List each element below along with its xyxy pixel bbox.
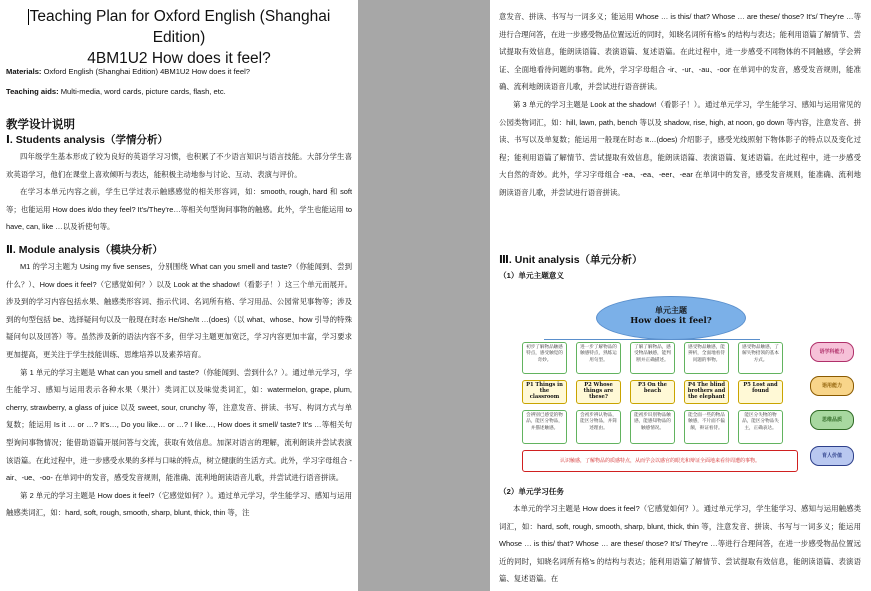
- doc-title-line2: 4BM1U2 How does it feel?: [87, 50, 271, 67]
- diagram-side-label: 语学科能力: [810, 342, 854, 362]
- students-analysis-heading: Ⅰ. Students analysis（学情分析）: [6, 134, 169, 146]
- diagram-goal-box: 感受物品触感，了解失物招领的基本方式。: [738, 342, 783, 374]
- diagram-outcome-box: 会辨别已感觉的物品，能区分物品，并描述触感。: [522, 410, 567, 444]
- module-analysis-heading: Ⅱ. Module analysis（模块分析）: [6, 243, 163, 256]
- materials-value: Oxford English (Shanghai Edition) 4BM1U2 How does it feel?: [43, 67, 250, 76]
- diagram-outcome-box: 会初步辨认物品，能区分物品，并简述理由。: [576, 410, 621, 444]
- body-left: [6, 116, 352, 522]
- unit-analysis-block: [499, 252, 861, 284]
- module-paragraph-2: 第 1 单元的学习主题是 What can you smell and taste?（你能闻到、尝到什么？）。通过单元学习，学生能学习、感知与运用表示各种水果（果汁）类词汇以及味觉类词汇，如：watermelon, grape, plum, cherry, strawberry, a glass of juice 以及 sweet, sour, crunchy 等，注意发音、拼读、书写、构词方式与单复数；能运用 Is it … or …? It's…, Do you like… or …? I like…, How does it smell/ taste? It's …等相关句型询问事物情况；能借助语篇开展问答与交流，获取有效信息。加深对语言的理解，流利朗读并尝试表演该语篇。在此过程中，进一步感受水果的多样与口味的特点，树立健康的生活方式。此外，学习字母组合 -air、-ue、-oo- 在单词中的发音，感受发音规则，能准确、流利地朗读语音儿歌，并尝试进行语音拼读。: [6, 367, 352, 483]
- diagram-period-box: P2 Whose things are these?: [576, 380, 621, 404]
- diagram-outcome-box: 能区分失物的物品，能区分物品失主，正确表达。: [738, 410, 783, 444]
- diagram-period-box: P5 Lost and found: [738, 380, 783, 404]
- aids-label: Teaching aids:: [6, 87, 59, 96]
- aids-line: [6, 82, 352, 102]
- module-paragraph-1: M1 的学习主题为 Using my five senses，分别围绕 What can you smell and taste?（你能闻到、尝到什么？）、How does it feel?（它感觉如何？）以及 Look at the shadow!（看影子！）这三个单元而展开。涉及到的学习内容包括水果、触感类形容词、指示代词、名词所有格、学习用品、公园常见事物等；涉及到的句型包括 be、选择疑问句以及一般现在时态 He/She/It …(does)（以 what、whose、how 引导的特殊疑问句以及回答）等。虽然涉及新的语法内容不多，但学习主题更加宽泛，学习内容更加丰富，学习要求更加提高，更关注于学生技能训练、思维培养以及素养培育。: [6, 261, 352, 359]
- diagram-side-label: 语用能力: [810, 376, 854, 396]
- meta-block: [6, 62, 352, 102]
- unit-task-block: [499, 484, 861, 588]
- unit-theme-subheading: （1）单元主题意义: [499, 271, 564, 280]
- title-block: [6, 6, 352, 69]
- diagram-outcome-box: 能全面一些的物品触感，不片面不偏颇，辩证看待。: [684, 410, 729, 444]
- diagram-goal-box: 进一步了解物品的触感特点，熟练运用句型。: [576, 342, 621, 374]
- unit-task-subheading: （2）单元学习任务: [499, 487, 564, 496]
- diagram-side-label: 育人价值: [810, 446, 854, 466]
- materials-label: Materials:: [6, 67, 42, 76]
- materials-line: [6, 62, 352, 82]
- theme-summary-banner: 认识触感，了解物品的质感特点，从而学会以感官的眼光和辩证全面地来看待周遭的事物。: [522, 450, 798, 472]
- diagram-side-label: 思维品质: [810, 410, 854, 430]
- body-right-top: [499, 8, 861, 202]
- diagram-period-box: P1 Things in the classroom: [522, 380, 567, 404]
- theme-english: How does it feel?: [630, 316, 712, 326]
- diagram-outcome-box: 能初步识别物品触感，能感知物品的触感情况。: [630, 410, 675, 444]
- unit2-continued-paragraph: 意发音、拼读、书写与一词多义；能运用 Whose … is this/ that? Whose … are these/ those? It's/ They're …等进行合理问答，在进一步感受物品位置远近的同时，知晓名词所有格's 的结构与表达；能利用语篇了解情节、尝试提取有效信息，能朗读语篇、表演语篇、复述语篇。在此过程中，进一步感受不同物体的不同触感，学会辨证、全面地看待问题的事物。此外，学习字母组合 -ir、-ur、-au、-oor 在单词中的发音，感受发音规则，能准确、流利地朗读语音儿歌，并尝试进行语音拼读。: [499, 12, 861, 92]
- doc-title-line1: Teaching Plan for Oxford English (Shanghai Edition): [29, 8, 331, 46]
- module-paragraph-3: 第 2 单元的学习主题是 How does it feel?（它感觉如何？）。通过单元学习，学生能学习、感知与运用触感类词汇，如：hard, soft, rough, smooth, sharp, blunt, thick, thin 等，注: [6, 490, 352, 518]
- diagram-goal-box: 了解了解物品，感受物品触感，能判断并正确描述。: [630, 342, 675, 374]
- unit3-paragraph: 第 3 单元的学习主题是 Look at the shadow!（看影子！）。通过单元学习，学生能学习、感知与运用常见的公园类物词汇，如：hill, lawn, path, bench 等以及 shadow, rise, high, at noon, go down 等内容，注意发音、拼读、书写以及单复数；能运用一般现在时态 It…(does) 介绍影子，感受光线照射下物体影子的特点以及变化过程；能利用语篇了解情节、尝试提取有效信息，能朗读语篇、表演语篇、复述语篇。在此过程中，进一步感受大自然的奇妙。此外，学习字母组合 -ea、-ea、-eer、-ear 在单词中的发音，感受发音规则，能准确、流利地朗读语音儿歌，并尝试进行语音拼读。: [499, 99, 861, 197]
- diagram-goal-box: 感受物品触感，能辨析，全面地看待问题的事物。: [684, 342, 729, 374]
- theme-title: 单元主题: [655, 305, 687, 315]
- unit-task-paragraph: 本单元的学习主题是 How does it feel?（它感觉如何？）。通过单元学习，学生能学习、感知与运用触感类词汇，如：hard, soft, rough, smooth, sharp, blunt, thick, thin 等，注意发音、拼读、书写与一词多义；能运用 Whose … is this/ that? Whose … are these/ those? It's/ They're …等进行合理问答，在进一步感受物品位置远近的同时，知晓名词所有格's 的结构与表达；能利用语篇了解情节、尝试提取有效信息，能朗读语篇、表演语篇、复述语篇。在: [499, 504, 861, 584]
- aids-value: Multi-media, word cards, picture cards, flash, etc.: [60, 87, 226, 96]
- document-page-right: [490, 0, 871, 591]
- diagram-connector-line: [544, 339, 760, 340]
- diagram-period-box: P4 The blind brothers and the elephant: [684, 380, 729, 404]
- unit-theme-diagram: [518, 296, 854, 476]
- text-cursor: [28, 9, 29, 25]
- theme-ellipse: [596, 296, 746, 340]
- section-heading: 教学设计说明: [6, 117, 75, 131]
- students-paragraph-1: 四年级学生基本形成了较为良好的英语学习习惯，也积累了不少语言知识与语言技能。大部分学生喜欢英语学习，他们在课堂上喜欢倾听与表达，能积极主动地参与讨论、互动、表演与评价。: [6, 152, 352, 179]
- students-paragraph-2: 在学习本单元内容之前，学生已学过表示触感感觉的相关形容词，如：smooth, rough, hard 和 soft 等；也能运用 How does it/do they feel? It's/They're…等相关句型询问事物的触感。此外，学生也能运用 to have, can, like …以及祈使句等。: [6, 187, 352, 232]
- diagram-period-box: P3 On the beach: [630, 380, 675, 404]
- diagram-goal-box: 初步了解物品触感特点，感受触觉的奇妙。: [522, 342, 567, 374]
- document-page-left: [0, 0, 358, 591]
- unit-analysis-heading: Ⅲ. Unit analysis（单元分析）: [499, 254, 643, 266]
